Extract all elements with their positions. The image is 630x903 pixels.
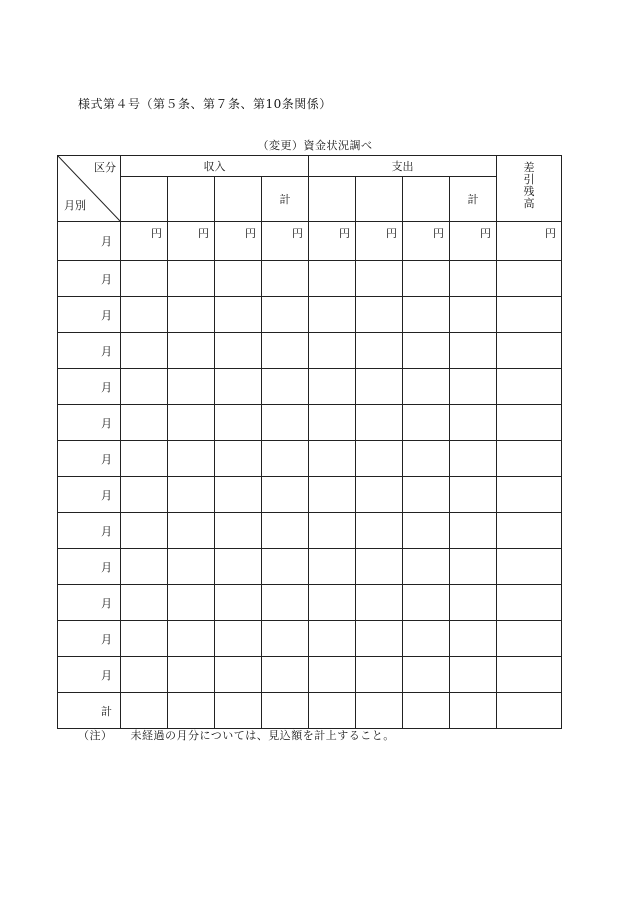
- form-title: （変更）資金状況調べ: [257, 139, 373, 152]
- amount-cell[interactable]: [168, 333, 215, 369]
- amount-cell[interactable]: [450, 621, 497, 657]
- amount-cell[interactable]: [497, 513, 562, 549]
- table-row: [58, 657, 562, 693]
- balance-char: 残: [523, 185, 535, 198]
- amount-cell[interactable]: [309, 513, 356, 549]
- month-label: 月: [58, 369, 121, 405]
- amount-cell[interactable]: 円: [309, 222, 356, 261]
- footnote-lead: （注）: [78, 729, 113, 742]
- month-label: 月: [58, 222, 121, 261]
- amount-cell[interactable]: [262, 477, 309, 513]
- amount-cell[interactable]: [356, 405, 403, 441]
- amount-cell[interactable]: [121, 513, 168, 549]
- month-label: 月: [58, 513, 121, 549]
- table-row: [58, 621, 562, 657]
- amount-cell[interactable]: [168, 369, 215, 405]
- amount-cell[interactable]: 円: [215, 222, 262, 261]
- total-amount-cell[interactable]: [497, 693, 562, 729]
- amount-cell[interactable]: [309, 441, 356, 477]
- expense-item-header[interactable]: [356, 177, 403, 222]
- amount-cell[interactable]: [356, 513, 403, 549]
- amount-cell[interactable]: [262, 513, 309, 549]
- footnote-text: 未経過の月分については、見込額を計上すること。: [130, 729, 395, 742]
- amount-cell[interactable]: [497, 333, 562, 369]
- total-row: [58, 693, 562, 729]
- amount-cell[interactable]: [356, 657, 403, 693]
- footnote: [78, 727, 395, 743]
- amount-cell[interactable]: [497, 261, 562, 297]
- amount-cell[interactable]: [356, 585, 403, 621]
- amount-cell[interactable]: [262, 261, 309, 297]
- table-row: [58, 513, 562, 549]
- amount-cell[interactable]: [121, 333, 168, 369]
- table-row: [58, 297, 562, 333]
- amount-cell[interactable]: [309, 549, 356, 585]
- fund-status-table: [57, 155, 562, 729]
- amount-cell[interactable]: [309, 261, 356, 297]
- amount-cell[interactable]: [262, 405, 309, 441]
- month-label: 月: [58, 621, 121, 657]
- amount-cell[interactable]: 円: [356, 222, 403, 261]
- income-subtotal-header: 計: [262, 177, 309, 222]
- amount-cell[interactable]: [262, 297, 309, 333]
- amount-cell[interactable]: [356, 369, 403, 405]
- balance-char: 差: [523, 161, 535, 174]
- amount-cell[interactable]: [121, 261, 168, 297]
- amount-cell[interactable]: [497, 369, 562, 405]
- table-row: [58, 333, 562, 369]
- amount-cell[interactable]: 円: [450, 222, 497, 261]
- amount-cell[interactable]: [121, 585, 168, 621]
- amount-cell[interactable]: [121, 549, 168, 585]
- month-label: 月: [58, 477, 121, 513]
- amount-cell[interactable]: [215, 369, 262, 405]
- amount-cell[interactable]: [450, 405, 497, 441]
- amount-cell[interactable]: [403, 261, 450, 297]
- amount-cell[interactable]: [262, 369, 309, 405]
- total-amount-cell[interactable]: [356, 693, 403, 729]
- amount-cell[interactable]: 円: [121, 222, 168, 261]
- amount-cell[interactable]: [168, 549, 215, 585]
- table-row: [58, 477, 562, 513]
- total-amount-cell[interactable]: [262, 693, 309, 729]
- amount-cell[interactable]: [450, 297, 497, 333]
- amount-cell[interactable]: [450, 549, 497, 585]
- month-label: 月: [58, 657, 121, 693]
- month-label: 月: [58, 405, 121, 441]
- amount-cell[interactable]: [450, 477, 497, 513]
- amount-cell[interactable]: [356, 549, 403, 585]
- amount-cell[interactable]: [403, 549, 450, 585]
- amount-cell[interactable]: [309, 369, 356, 405]
- amount-cell[interactable]: [215, 477, 262, 513]
- month-label: 月: [58, 549, 121, 585]
- amount-cell[interactable]: [121, 369, 168, 405]
- total-amount-cell[interactable]: [215, 693, 262, 729]
- amount-cell[interactable]: [403, 657, 450, 693]
- amount-cell[interactable]: [497, 441, 562, 477]
- amount-cell[interactable]: [403, 513, 450, 549]
- total-amount-cell[interactable]: [121, 693, 168, 729]
- total-amount-cell[interactable]: [403, 693, 450, 729]
- amount-cell[interactable]: [403, 441, 450, 477]
- amount-cell[interactable]: [403, 405, 450, 441]
- amount-cell[interactable]: [215, 621, 262, 657]
- amount-cell[interactable]: [309, 477, 356, 513]
- amount-cell[interactable]: [356, 333, 403, 369]
- amount-cell[interactable]: [356, 477, 403, 513]
- amount-cell[interactable]: [121, 405, 168, 441]
- amount-cell[interactable]: [450, 585, 497, 621]
- amount-cell[interactable]: [497, 405, 562, 441]
- table-row: [58, 369, 562, 405]
- amount-cell[interactable]: [215, 261, 262, 297]
- amount-cell[interactable]: [215, 405, 262, 441]
- amount-cell[interactable]: [168, 297, 215, 333]
- amount-cell[interactable]: [168, 477, 215, 513]
- amount-cell[interactable]: [262, 621, 309, 657]
- amount-cell[interactable]: [121, 657, 168, 693]
- amount-cell[interactable]: [168, 441, 215, 477]
- amount-cell[interactable]: [497, 477, 562, 513]
- amount-cell[interactable]: [403, 477, 450, 513]
- amount-cell[interactable]: [497, 621, 562, 657]
- amount-cell[interactable]: [497, 297, 562, 333]
- amount-cell[interactable]: [450, 441, 497, 477]
- amount-cell[interactable]: [168, 621, 215, 657]
- month-label: 月: [58, 333, 121, 369]
- total-amount-cell[interactable]: [450, 693, 497, 729]
- amount-cell[interactable]: [450, 369, 497, 405]
- amount-cell[interactable]: [215, 513, 262, 549]
- amount-cell[interactable]: [215, 441, 262, 477]
- month-label: 月: [58, 297, 121, 333]
- amount-cell[interactable]: [215, 585, 262, 621]
- expense-item-header[interactable]: [403, 177, 450, 222]
- table-row: [58, 222, 562, 261]
- amount-cell[interactable]: 円: [497, 222, 562, 261]
- amount-cell[interactable]: [450, 333, 497, 369]
- month-label: 月: [58, 585, 121, 621]
- balance-header: [497, 156, 562, 222]
- table-row: [58, 405, 562, 441]
- amount-cell[interactable]: [168, 261, 215, 297]
- income-item-header[interactable]: [168, 177, 215, 222]
- amount-cell[interactable]: [403, 585, 450, 621]
- amount-cell[interactable]: [309, 405, 356, 441]
- table-row: [58, 441, 562, 477]
- amount-cell[interactable]: [309, 621, 356, 657]
- amount-cell[interactable]: [121, 441, 168, 477]
- amount-cell[interactable]: [121, 621, 168, 657]
- amount-cell[interactable]: [309, 585, 356, 621]
- amount-cell[interactable]: [262, 333, 309, 369]
- amount-cell[interactable]: [309, 297, 356, 333]
- income-item-header[interactable]: [121, 177, 168, 222]
- amount-cell[interactable]: [403, 621, 450, 657]
- expense-header: 支出: [309, 156, 497, 177]
- amount-cell[interactable]: [215, 657, 262, 693]
- total-amount-cell[interactable]: [309, 693, 356, 729]
- expense-item-header[interactable]: [309, 177, 356, 222]
- corner-label-by-month: 月別: [64, 199, 86, 212]
- balance-char: 引: [523, 173, 535, 186]
- amount-cell[interactable]: [356, 621, 403, 657]
- month-label: 月: [58, 441, 121, 477]
- total-amount-cell[interactable]: [168, 693, 215, 729]
- balance-char: 高: [523, 197, 535, 210]
- amount-cell[interactable]: [168, 513, 215, 549]
- amount-cell[interactable]: [215, 297, 262, 333]
- amount-cell[interactable]: [497, 657, 562, 693]
- table-row: [58, 261, 562, 297]
- amount-cell[interactable]: [121, 297, 168, 333]
- amount-cell[interactable]: [262, 585, 309, 621]
- amount-cell[interactable]: [403, 333, 450, 369]
- amount-cell[interactable]: [262, 441, 309, 477]
- amount-cell[interactable]: 円: [168, 222, 215, 261]
- income-header: 収入: [121, 156, 309, 177]
- amount-cell[interactable]: [450, 657, 497, 693]
- expense-subtotal-header: 計: [450, 177, 497, 222]
- header-corner-cell: [58, 156, 121, 222]
- income-item-header[interactable]: [215, 177, 262, 222]
- amount-cell[interactable]: [403, 369, 450, 405]
- amount-cell[interactable]: 円: [262, 222, 309, 261]
- month-label: 月: [58, 261, 121, 297]
- amount-cell[interactable]: [497, 549, 562, 585]
- amount-cell[interactable]: [121, 477, 168, 513]
- table-row: [58, 585, 562, 621]
- amount-cell[interactable]: [168, 585, 215, 621]
- amount-cell[interactable]: [356, 441, 403, 477]
- amount-cell[interactable]: [168, 405, 215, 441]
- amount-cell[interactable]: [262, 549, 309, 585]
- amount-cell[interactable]: [168, 657, 215, 693]
- form-number: 様式第４号（第５条、第７条、第10条関係）: [78, 97, 332, 111]
- amount-cell[interactable]: [215, 333, 262, 369]
- amount-cell[interactable]: 円: [403, 222, 450, 261]
- amount-cell[interactable]: [215, 549, 262, 585]
- amount-cell[interactable]: [356, 297, 403, 333]
- corner-label-category: 区分: [94, 161, 116, 174]
- amount-cell[interactable]: [309, 657, 356, 693]
- amount-cell[interactable]: [356, 261, 403, 297]
- amount-cell[interactable]: [309, 333, 356, 369]
- amount-cell[interactable]: [450, 513, 497, 549]
- amount-cell[interactable]: [497, 585, 562, 621]
- table-row: [58, 549, 562, 585]
- total-label: 計: [58, 693, 121, 729]
- amount-cell[interactable]: [450, 261, 497, 297]
- amount-cell[interactable]: [262, 657, 309, 693]
- amount-cell[interactable]: [403, 297, 450, 333]
